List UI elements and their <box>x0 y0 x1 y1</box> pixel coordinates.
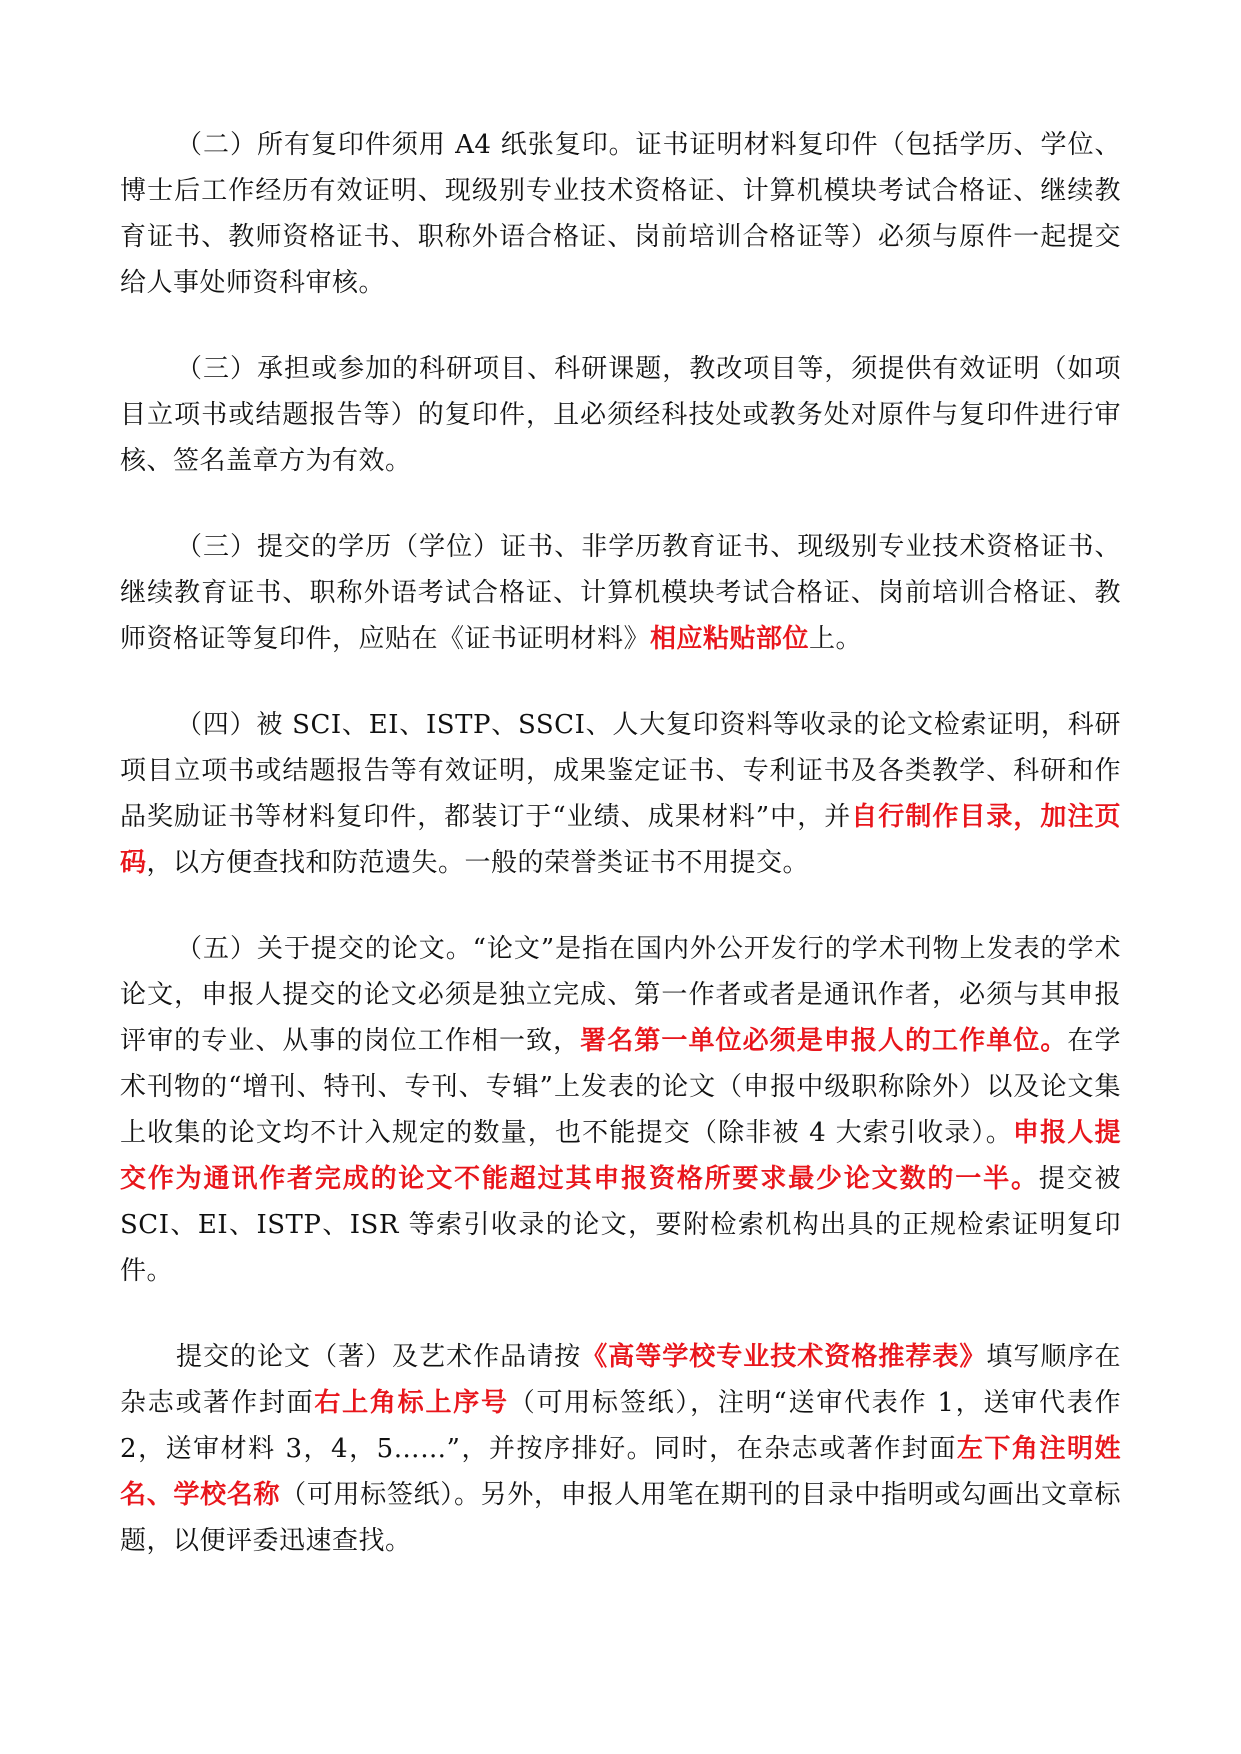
highlight-text: 申报人提交作为通讯作者完成的论文不能超过其申报资格所要求最少论文数的一半。 <box>120 1118 1121 1194</box>
paragraph-research-projects <box>120 346 1121 484</box>
paragraph-text: 上。 <box>809 624 863 654</box>
paragraph-text: （三）提交的学历（学位）证书、非学历教育证书、现级别专业技术资格证书、继续教育证书、职称外语考试合格证、计算机模块考试合格证、岗前培训合格证、教师资格证等复印件，应贴在《证书证明材料》 <box>120 532 1121 654</box>
paragraph-text: 提交被 SCI、EI、ISTP、ISR 等索引收录的论文，要附检索机构出具的正规检索证明复印件。 <box>120 1164 1121 1286</box>
paragraph-certificates <box>120 524 1121 662</box>
paragraph-text: （四）被 SCI、EI、ISTP、SSCI、人大复印资料等收录的论文检索证明，科研项目立项书或结题报告等有效证明，成果鉴定证书、专利证书及各类教学、科研和作品奖励证书等材料复印件，都装订于“业绩、成果材料”中，并 <box>120 710 1121 832</box>
paragraph-indexed-papers <box>120 702 1121 886</box>
paragraph-text: （可用标签纸），注明“送审代表作 1，送审代表作 2，送审材料 3，4，5……”，并按序排好。同时，在杂志或著作封面 <box>120 1388 1121 1464</box>
paragraph-copies-requirement <box>120 122 1121 306</box>
paragraph-text: （可用标签纸）。另外，申报人用笔在期刊的目录中指明或勾画出文章标题，以便评委迅速查找。 <box>120 1480 1121 1556</box>
paragraph-text: ，以方便查找和防范遗失。一般的荣誉类证书不用提交。 <box>146 848 810 878</box>
paragraph-text: 在学术刊物的“增刊、特刊、专刊、专辑”上发表的论文（申报中级职称除外）以及论文集上收集的论文均不计入规定的数量，也不能提交（除非被 4 大索引收录）。 <box>120 1026 1121 1148</box>
paragraph-ordering-instructions <box>120 1334 1121 1564</box>
highlight-text: 署名第一单位必须是申报人的工作单位。 <box>580 1026 1068 1056</box>
highlight-text: 《高等学校专业技术资格推荐表》 <box>581 1342 987 1372</box>
highlight-text: 相应粘贴部位 <box>650 624 810 654</box>
paragraph-text: 提交的论文（著）及艺术作品请按 <box>176 1342 582 1372</box>
paragraph-text: 填写顺序在杂志或著作封面 <box>120 1342 1121 1418</box>
highlight-text: 自行制作目录，加注页码 <box>120 802 1121 878</box>
paragraph-text: （二）所有复印件须用 A4 纸张复印。证书证明材料复印件（包括学历、学位、博士后工作经历有效证明、现级别专业技术资格证、计算机模块考试合格证、继续教育证书、教师资格证书、职称外语合格证、岗前培训合格证等）必须与原件一起提交给人事处师资科审核。 <box>120 130 1121 298</box>
paragraph-papers-submission <box>120 926 1121 1294</box>
paragraph-text: （三）承担或参加的科研项目、科研课题，教改项目等，须提供有效证明（如项目立项书或结题报告等）的复印件，且必须经科技处或教务处对原件与复印件进行审核、签名盖章方为有效。 <box>120 354 1121 476</box>
highlight-text: 左下角注明姓名、学校名称 <box>120 1434 1121 1510</box>
paragraph-text: （五）关于提交的论文。“论文”是指在国内外公开发行的学术刊物上发表的学术论文，申报人提交的论文必须是独立完成、第一作者或者是通讯作者，必须与其申报评审的专业、从事的岗位工作相一致， <box>120 934 1121 1056</box>
highlight-text: 右上角标上序号 <box>314 1388 509 1418</box>
